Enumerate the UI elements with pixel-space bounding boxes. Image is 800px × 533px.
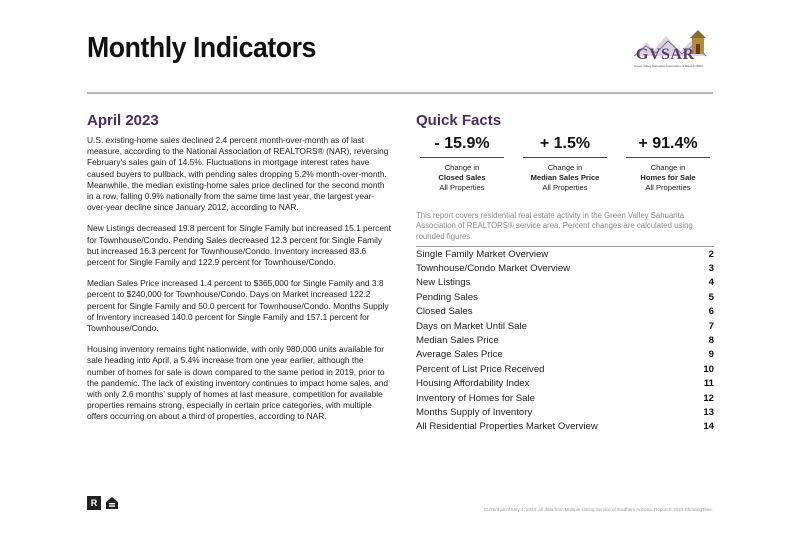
toc-item-single-family-overview[interactable] — [416, 246, 714, 261]
toc-page-number: 14 — [703, 421, 714, 433]
quick-facts-heading: Quick Facts — [416, 112, 502, 129]
fact-closed-sales — [416, 135, 508, 193]
summary-paragraph: Median Sales Price increased 1.4 percent to $365,000 for Single Family and 3.8 percent to $240,000 for Townhouse/Condo. Days on Market increased 122.2 percent for Single Family and 50.0 percent for Townhouse/Condo. Months Supply of Inventory increased 140.0 percent for Single Family and 157.1 percent for Townhouse/Condo. — [87, 278, 389, 334]
month-heading: April 2023 — [87, 112, 159, 129]
toc-item-all-residential-overview[interactable] — [416, 420, 714, 434]
summary-paragraph: U.S. existing-home sales declined 2.4 percent month-over-month as of last measure, according to the National Association of REALTORS® (NAR), reversing February's sales gain of 14.5%. Fluctuations in mortgage interest rates have caused buyers to pullback, with pending sales dropping 5.2% month-over-month. Meanwhile, the median existing-home sales price declined for the second month in a row, falling 0.9% nationally from the same time last year, the largest year-over-year decline since January 2012, according to NAR. — [87, 135, 389, 213]
fact-scope: All Properties — [439, 183, 485, 192]
logo-text: GVSAR — [636, 46, 695, 63]
toc-item-pending-sales[interactable] — [416, 290, 714, 304]
fact-scope: All Properties — [542, 183, 588, 192]
toc-item-housing-affordability[interactable] — [416, 377, 714, 391]
fact-value: + 91.4% — [638, 135, 698, 152]
gvsar-logo-icon — [632, 26, 714, 76]
toc-page-number: 13 — [703, 406, 714, 418]
header-divider — [87, 92, 713, 94]
quick-facts — [416, 112, 714, 242]
toc-page-number: 9 — [708, 349, 714, 361]
toc-label: Average Sales Price — [416, 349, 503, 361]
toc-label: All Residential Properties Market Overview — [416, 421, 598, 433]
toc-label: Percent of List Price Received — [416, 363, 545, 375]
table-of-contents — [416, 246, 714, 434]
toc-label: Median Sales Price — [416, 335, 499, 347]
toc-label: Months Supply of Inventory — [416, 406, 533, 418]
toc-item-new-listings[interactable] — [416, 276, 714, 290]
toc-item-townhouse-condo-overview[interactable] — [416, 261, 714, 275]
toc-label: Housing Affordability Index — [416, 378, 530, 390]
toc-label: Days on Market Until Sale — [416, 320, 527, 332]
toc-page-number: 7 — [708, 320, 714, 332]
toc-page-number: 2 — [708, 248, 714, 260]
toc-label: Closed Sales — [416, 306, 473, 318]
toc-item-inventory[interactable] — [416, 391, 714, 405]
toc-page-number: 10 — [703, 363, 714, 375]
toc-label: New Listings — [416, 277, 471, 289]
toc-label: Pending Sales — [416, 291, 478, 303]
fact-metric: Homes for Sale — [640, 173, 696, 182]
fact-metric: Closed Sales — [438, 173, 486, 182]
summary-paragraph: New Listings decreased 19.8 percent for Single Family but increased 15.1 percent for Townhouse/Condo. Pending Sales decreased 12.3 percent for Single Family but increased 16.3 percent for Townhouse/Condo. Inventory increased 83.6 percent for Single Family and 122.9 percent for Townhouse/Condo. — [87, 223, 391, 268]
facts-row — [416, 135, 714, 193]
toc-item-average-sales-price[interactable] — [416, 348, 714, 362]
logo-subtitle: Green Valley Sahuarita Association of REALTORS® — [634, 64, 704, 68]
toc-page-number: 4 — [708, 277, 714, 289]
toc-page-number: 8 — [708, 335, 714, 347]
fact-median-sales-price — [519, 135, 611, 193]
page-title: Monthly Indicators — [87, 32, 316, 64]
fact-label: Change in — [547, 163, 583, 172]
fact-divider — [420, 157, 504, 158]
fact-value: - 15.9% — [434, 135, 490, 152]
toc-item-percent-of-list-price[interactable] — [416, 362, 714, 376]
fact-metric: Median Sales Price — [530, 173, 600, 182]
toc-item-months-supply[interactable] — [416, 405, 714, 419]
toc-page-number: 3 — [708, 263, 714, 275]
toc-label: Inventory of Homes for Sale — [416, 392, 535, 404]
report-summary — [87, 112, 392, 433]
toc-page-number: 5 — [708, 291, 714, 303]
footer-note: Current as of May 4, 2023. All data from Multiple Listing Service of Southern Arizona. Report © 2023 ShowingTime. — [483, 507, 713, 512]
fact-value: + 1.5% — [539, 135, 591, 152]
toc-page-number: 6 — [708, 306, 714, 318]
summary-paragraph: Housing inventory remains tight nationwide, with only 980,000 units available for sale heading into April, a 5.4% increase from one year earlier, although the number of homes for sale is down compared to the same period in 2019, prior to the pandemic. The lack of existing inventory continues to impact home sales, and with only 2.6 months' supply of homes at last measure, competition for available properties remains strong, especially in certain price categories, with multiple offers occurring on about a third of properties, according to NAR. — [87, 344, 389, 422]
toc-item-days-on-market[interactable] — [416, 319, 714, 333]
coverage-note: This report covers residential real estate activity in the Green Valley Sahuarita Association of REALTORS® service area. Percent changes are calculated using rounded figures. — [416, 211, 693, 241]
fact-homes-for-sale — [622, 135, 714, 193]
toc-page-number: 12 — [703, 392, 714, 404]
fact-label: Change in — [650, 163, 686, 172]
realtor-logo-icon: R — [87, 496, 101, 510]
fact-label: Change in — [444, 163, 480, 172]
footer-badges — [87, 496, 119, 510]
toc-item-closed-sales[interactable] — [416, 305, 714, 319]
toc-item-median-sales-price[interactable] — [416, 333, 714, 347]
fact-scope: All Properties — [645, 183, 691, 192]
fact-divider — [626, 157, 710, 158]
toc-label: Single Family Market Overview — [416, 248, 549, 260]
fact-divider — [523, 157, 607, 158]
toc-label: Townhouse/Condo Market Overview — [416, 263, 571, 275]
equal-housing-icon — [105, 496, 119, 510]
toc-page-number: 11 — [703, 378, 714, 390]
